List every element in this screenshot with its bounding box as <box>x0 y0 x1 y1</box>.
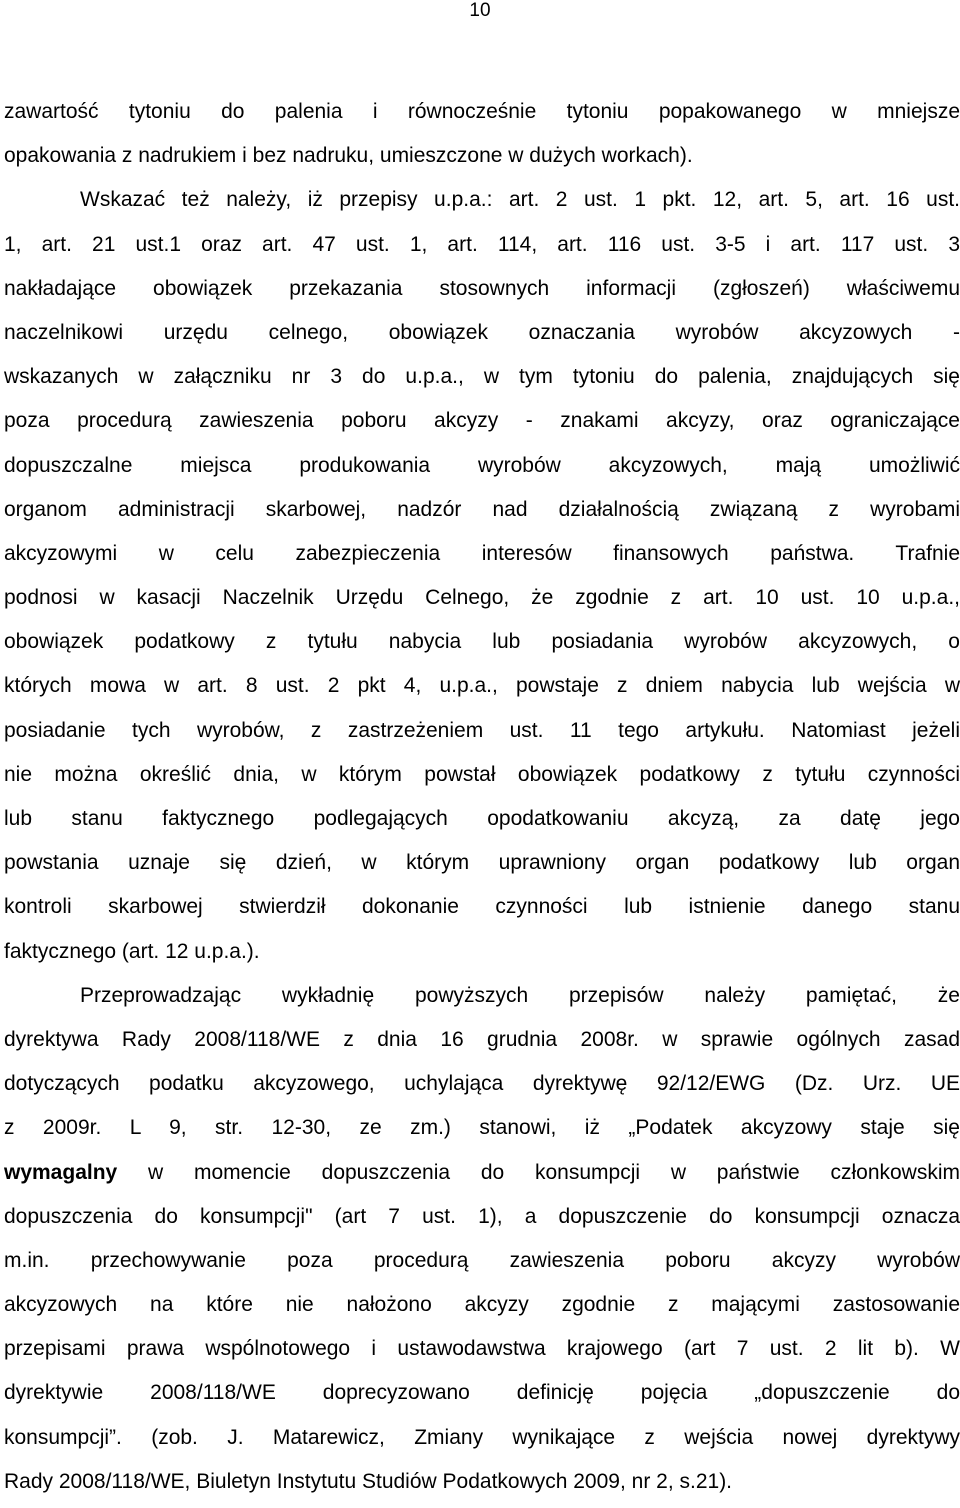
text-line: dotyczących podatku akcyzowego, uchylająca dyrektywę 92/12/EWG (Dz. Urz. UE <box>4 1072 960 1096</box>
text-line: dyrektywa Rady 2008/118/WE z dnia 16 grudnia 2008r. w sprawie ogólnych zasad <box>4 1027 960 1051</box>
text-line: nie można określić dnia, w którym powstał obowiązek podatkowy z tytułu czynności <box>4 762 960 786</box>
text-line: dyrektywie 2008/118/WE doprecyzowano definicję pojęcia „dopuszczenie do <box>4 1381 960 1405</box>
text-line: akcyzowych na które nie nałożono akcyzy zgodnie z mającymi zastosowanie <box>4 1293 960 1317</box>
text-line: m.in. przechowywanie poza procedurą zawieszenia poboru akcyzy wyrobów <box>4 1248 960 1272</box>
text-line: 1, art. 21 ust.1 oraz art. 47 ust. 1, art. 114, art. 116 ust. 3-5 i art. 117 ust. 3 <box>4 232 960 256</box>
text-line <box>4 1151 960 1195</box>
text-line: zawartość tytoniu do palenia i równocześnie tytoniu popakowanego w mniejsze <box>4 100 960 123</box>
text-line: Przeprowadzając wykładnię powyższych przepisów należy pamiętać, że <box>80 983 960 1007</box>
text-line: kontroli skarbowej stwierdził dokonanie czynności lub istnienie danego stanu <box>4 895 960 919</box>
text-line: faktycznego (art. 12 u.p.a.). <box>4 939 260 963</box>
text-line: posiadanie tych wyrobów, z zastrzeżeniem ust. 11 tego artykułu. Natomiast jeżeli <box>4 718 960 742</box>
page-number: 10 <box>469 0 491 21</box>
text-line: których mowa w art. 8 ust. 2 pkt 4, u.p.a., powstaje z dniem nabycia lub wejścia w <box>4 674 960 698</box>
body-text <box>4 90 960 1504</box>
text-line: powstania uznaje się dzień, w którym uprawniony organ podatkowy lub organ <box>4 851 960 875</box>
text-line: Rady 2008/118/WE, Biuletyn Instytutu Studiów Podatkowych 2009, nr 2, s.21). <box>4 1469 733 1493</box>
text-line: opakowania z nadrukiem i bez nadruku, umieszczone w dużych workach). <box>4 144 693 168</box>
text-line: poza procedurą zawieszenia poboru akcyzy - znakami akcyzy, oraz ograniczające <box>4 409 960 433</box>
text-line: naczelnikowi urzędu celnego, obowiązek oznaczania wyrobów akcyzowych - <box>4 320 960 344</box>
bold-term: wymagalny <box>4 1160 118 1184</box>
text-line: lub stanu faktycznego podlegających opodatkowaniu akcyzą, za datę jego <box>4 807 960 830</box>
text-line: konsumpcji”. (zob. J. Matarewicz, Zmiany wynikające z wejścia nowej dyrektywy <box>4 1425 960 1449</box>
text-line: podnosi w kasacji Naczelnik Urzędu Celnego, że zgodnie z art. 10 ust. 10 u.p.a., <box>4 586 960 610</box>
text-line: Wskazać też należy, iż przepisy u.p.a.: art. 2 ust. 1 pkt. 12, art. 5, art. 16 ust. <box>80 188 960 212</box>
text-line: organom administracji skarbowej, nadzór nad działalnością związaną z wyrobami <box>4 497 960 521</box>
text-line: dopuszczalne miejsca produkowania wyrobów akcyzowych, mają umożliwić <box>4 453 960 477</box>
text-line: wskazanych w załączniku nr 3 do u.p.a., w tym tytoniu do palenia, znajdujących się <box>4 365 960 389</box>
text-line: obowiązek podatkowy z tytułu nabycia lub posiadania wyrobów akcyzowych, o <box>4 630 960 654</box>
text-line: z 2009r. L 9, str. 12-30, ze zm.) stanowi, iż „Podatek akcyzowy staje się <box>4 1116 960 1140</box>
text-line: akcyzowymi w celu zabezpieczenia interesów finansowych państwa. Trafnie <box>4 541 960 565</box>
text-line: przepisami prawa wspólnotowego i ustawodawstwa krajowego (art 7 ust. 2 lit b). W <box>4 1337 960 1361</box>
text-fragment: w momencie dopuszczenia do konsumpcji w państwie członkowskim <box>117 1160 960 1184</box>
text-line: dopuszczenia do konsumpcji" (art 7 ust. 1), a dopuszczenie do konsumpcji oznacza <box>4 1204 960 1228</box>
text-line: nakładające obowiązek przekazania stosownych informacji (zgłoszeń) właściwemu <box>4 276 960 300</box>
